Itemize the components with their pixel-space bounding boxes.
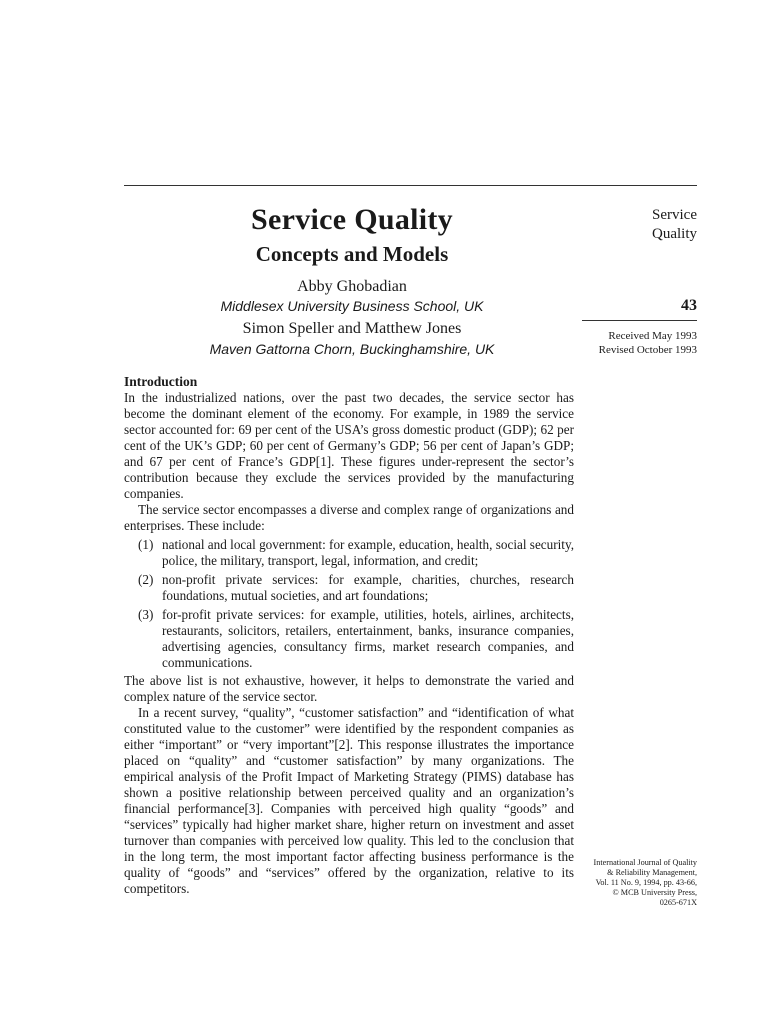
article-subtitle: Concepts and Models <box>255 242 449 266</box>
article-title: Service Quality <box>251 203 453 236</box>
list-item <box>124 572 574 604</box>
received-dates <box>560 329 697 357</box>
journal-citation <box>560 858 697 908</box>
journal-line-5: 0265-671X <box>659 898 697 907</box>
affiliation-2: Maven Gattorna Chorn, Buckinghamshire, UK <box>209 341 495 357</box>
list-item-number: (3) <box>138 607 154 622</box>
list-item-number: (1) <box>138 537 154 552</box>
list-item <box>124 537 574 569</box>
list-item-text: national and local government: for example, education, health, social security, police, the military, transport, legal, information, and credit; <box>162 537 574 568</box>
author-1: Abby Ghobadian <box>297 278 407 295</box>
page-number: 43 <box>681 297 697 314</box>
journal-line-4: © MCB University Press, <box>612 888 697 897</box>
top-rule <box>124 185 697 186</box>
article-body <box>124 374 574 897</box>
author-2: Simon Speller and Matthew Jones <box>242 320 462 337</box>
running-title-line-1: Service <box>652 207 697 223</box>
paragraph-1: In the industrialized nations, over the past two decades, the service sector has become the dominant element of the economy. For example, in 1989 the service sector accounted for: 69 per cent of the USA’s gross domestic product (GDP); 62 per cent of the UK’s GDP; 60 per cent of Germany’s GDP; 56 per cent of Japan’s GDP; and 67 per cent of France’s GDP[1]. These figures under-represent the sector’s contribution because they exclude the services provided by the manufacturing companies. <box>124 390 574 501</box>
list-item-number: (2) <box>138 572 154 587</box>
paragraph-4: In a recent survey, “quality”, “customer satisfaction” and “identification of what constituted value to the customer” were identified by the respondent companies as either “important” or “very important”[2]. This response illustrates the importance placed on “quality” and “customer satisfaction” by many organizations. The empirical analysis of the Profit Impact of Marketing Strategy (PIMS) database has shown a positive relationship between perceived quality and an organization’s financial performance[3]. Companies with perceived high quality “goods” and “services” typically had higher market share, higher return on investment and asset turnover than companies with perceived low quality. This led to the conclusion that in the long term, the most important factor affecting business performance is the quality of “goods” and “services” offered by the organization, relative to its competitors. <box>124 705 574 896</box>
list-item <box>124 607 574 671</box>
journal-line-2: & Reliability Management, <box>607 868 697 877</box>
running-title-line-2: Quality <box>652 226 697 242</box>
section-heading: Introduction <box>124 374 198 389</box>
affiliation-1: Middlesex University Business School, UK <box>220 298 484 314</box>
paragraph-2: The service sector encompasses a diverse and complex range of organizations and enterprises. These include: <box>124 502 574 533</box>
services-list <box>124 537 574 671</box>
paragraph-3: The above list is not exhaustive, however, it helps to demonstrate the varied and complex nature of the service sector. <box>124 673 574 704</box>
list-item-text: for-profit private services: for example, utilities, hotels, airlines, architects, restaurants, solicitors, retailers, entertainment, banks, insurance companies, advertising agencies, consultancy firms, market research companies, and communications. <box>162 607 574 670</box>
list-item-text: non-profit private services: for example, charities, churches, research foundations, mutual societies, and art foundations; <box>162 572 574 603</box>
revised-date: Revised October 1993 <box>598 344 697 356</box>
journal-line-3: Vol. 11 No. 9, 1994, pp. 43-66, <box>595 878 697 887</box>
running-title <box>596 206 697 244</box>
journal-line-1: International Journal of Quality <box>593 858 697 867</box>
side-rule <box>582 320 697 321</box>
received-date: Received May 1993 <box>608 330 697 342</box>
